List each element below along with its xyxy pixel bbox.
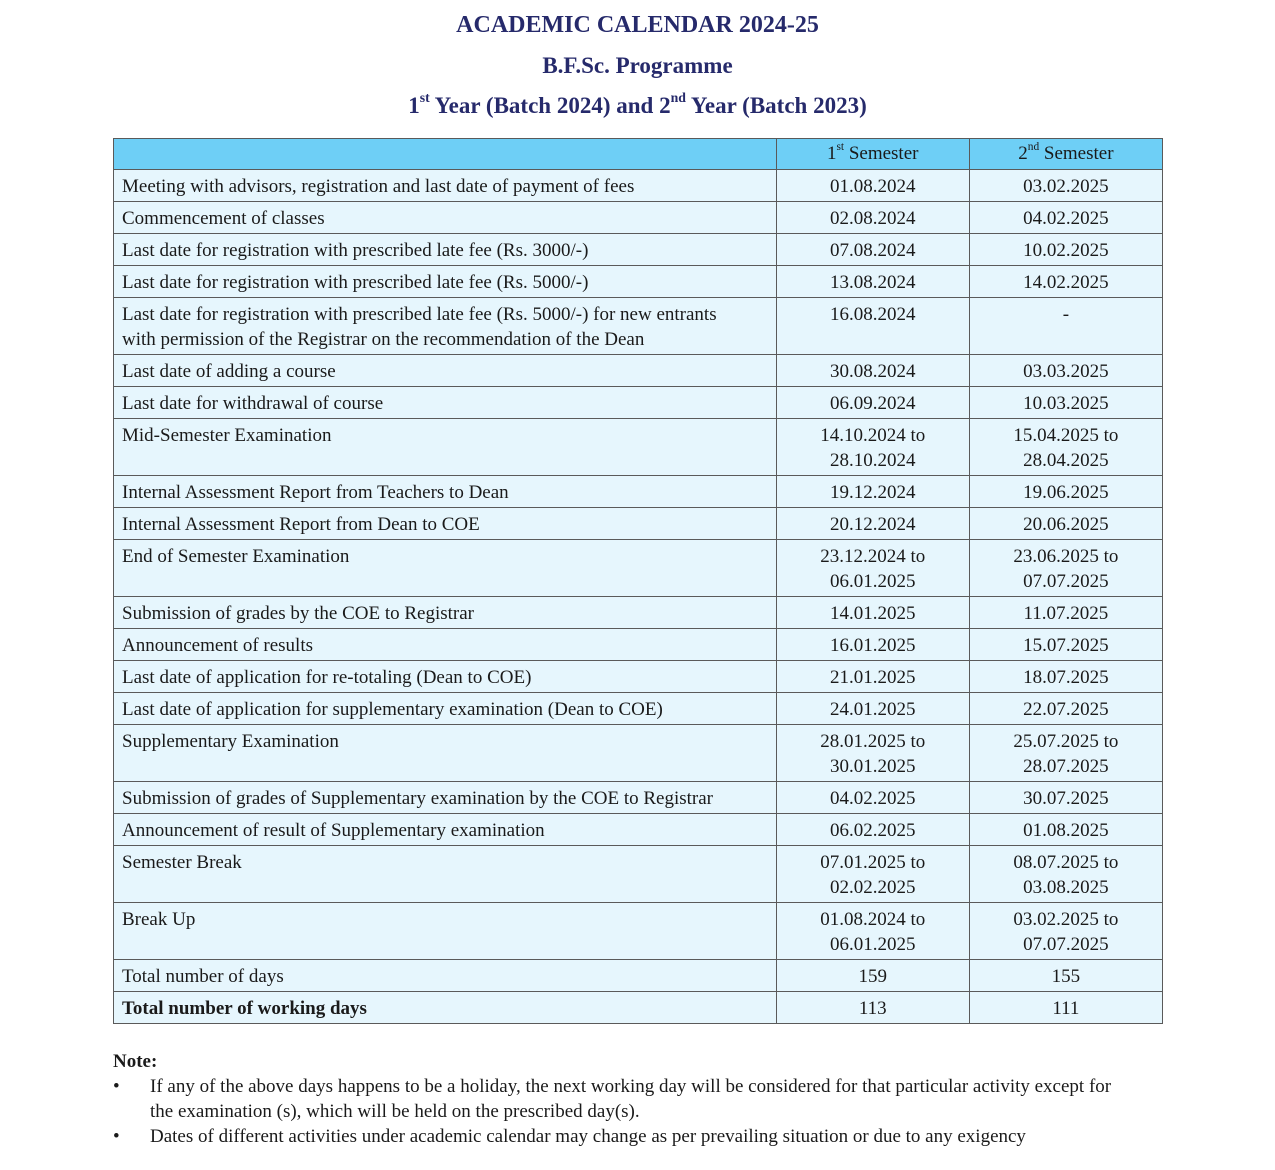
cell-line: 06.09.2024 (829, 393, 916, 414)
sem1-cell (776, 355, 969, 387)
cell-line: 02.08.2024 (829, 208, 916, 229)
sem1-cell (776, 419, 969, 476)
column-header (776, 139, 969, 170)
sem2-cell (969, 419, 1162, 476)
cell-line: 11.07.2025 (1023, 603, 1109, 624)
sem1-cell (776, 846, 969, 903)
sem2-cell (969, 725, 1162, 782)
cell-line: 24.01.2025 (829, 699, 916, 720)
cell-line: 19.06.2025 (1023, 482, 1109, 503)
activity-cell (114, 202, 777, 234)
sem1-cell (776, 508, 969, 540)
cell-line: Internal Assessment Report from Teachers to Dean (122, 482, 509, 503)
cell-line: 19.12.2024 (829, 482, 916, 503)
batch-line-part: Year (Batch 2023) (685, 93, 867, 118)
cell-line: 10.02.2025 (1023, 240, 1109, 261)
table-row (114, 661, 1163, 693)
column-header (114, 139, 777, 170)
bullet-icon: • (113, 1126, 120, 1147)
sem2-cell (969, 903, 1162, 960)
sem1-cell (776, 170, 969, 202)
cell-line: 22.07.2025 (1023, 699, 1109, 720)
cell-line: with permission of the Registrar on the recommendation of the Dean (122, 329, 645, 350)
cell-line: 14.02.2025 (1023, 272, 1109, 293)
cell-line: 28.10.2024 (829, 450, 916, 471)
batch-line-part: 1 (408, 93, 420, 118)
table-row (114, 508, 1163, 540)
cell-line: 06.01.2025 (829, 934, 916, 955)
sem2-cell (969, 597, 1162, 629)
column-header-rest: Semester (844, 143, 919, 164)
activity-cell (114, 266, 777, 298)
table-row (114, 960, 1163, 992)
note-item (113, 1124, 1163, 1149)
bullet-icon: • (113, 1076, 120, 1097)
batch-line-part: Year (Batch 2024) and 2 (429, 93, 671, 118)
cell-line: 06.01.2025 (829, 571, 916, 592)
sem2-cell (969, 540, 1162, 597)
cell-line: 01.08.2024 (829, 176, 916, 197)
cell-line: 10.03.2025 (1023, 393, 1109, 414)
table-row (114, 266, 1163, 298)
table-row (114, 234, 1163, 266)
cell-line: Submission of grades of Supplementary examination by the COE to Registrar (122, 788, 714, 809)
activity-cell (114, 298, 777, 355)
table-row (114, 846, 1163, 903)
cell-line: 113 (858, 998, 887, 1019)
page-title: ACADEMIC CALENDAR 2024-25 (456, 12, 819, 38)
note-section (113, 1049, 1163, 1149)
cell-line: 111 (1052, 998, 1080, 1019)
column-header-sup: nd (1027, 140, 1040, 153)
table-header (114, 139, 1163, 170)
sem1-cell (776, 725, 969, 782)
cell-line: 01.08.2024 to (820, 909, 926, 930)
sem1-cell (776, 629, 969, 661)
activity-cell (114, 725, 777, 782)
activity-cell (114, 903, 777, 960)
sem2-cell (969, 476, 1162, 508)
sem1-cell (776, 903, 969, 960)
sem2-cell (969, 846, 1162, 903)
cell-line: 15.07.2025 (1023, 635, 1109, 656)
cell-line: 03.03.2025 (1023, 361, 1109, 382)
sem2-cell (969, 814, 1162, 846)
sem1-cell (776, 540, 969, 597)
cell-line: 155 (1051, 966, 1081, 987)
note-title: Note: (113, 1051, 158, 1072)
cell-line: Meeting with advisors, registration and last date of payment of fees (122, 176, 635, 197)
activity-cell (114, 540, 777, 597)
cell-line: 07.08.2024 (829, 240, 916, 261)
table-row (114, 693, 1163, 725)
note-line: If any of the above days happens to be a holiday, the next working day will be considered for that particular activity except for (150, 1076, 1112, 1097)
cell-line: 06.02.2025 (829, 820, 916, 841)
cell-line: Last date for withdrawal of course (122, 393, 384, 414)
table-row (114, 629, 1163, 661)
cell-line: Last date for registration with prescribed late fee (Rs. 5000/-) for new entrants (122, 304, 717, 325)
note-list (113, 1074, 1163, 1149)
sem2-cell (969, 266, 1162, 298)
sem1-cell (776, 266, 969, 298)
activity-cell (114, 814, 777, 846)
cell-line: 03.02.2025 (1023, 176, 1109, 197)
table-row (114, 903, 1163, 960)
activity-cell (114, 782, 777, 814)
sem2-cell (969, 298, 1162, 355)
cell-line: 14.01.2025 (829, 603, 916, 624)
programme-title: B.F.Sc. Programme (542, 53, 733, 78)
table-row (114, 476, 1163, 508)
sem2-cell (969, 234, 1162, 266)
activity-cell (114, 597, 777, 629)
sem2-cell (969, 629, 1162, 661)
sem1-cell (776, 693, 969, 725)
cell-line: Announcement of result of Supplementary examination (122, 820, 545, 841)
cell-line: Commencement of classes (122, 208, 325, 229)
activity-cell (114, 661, 777, 693)
column-header-num: 1 (826, 143, 837, 164)
activity-cell (114, 387, 777, 419)
activity-cell (114, 846, 777, 903)
sem2-cell (969, 661, 1162, 693)
cell-line: Semester Break (122, 852, 242, 873)
batch-line-sup: st (419, 90, 430, 106)
table-row (114, 992, 1163, 1024)
table-row (114, 725, 1163, 782)
table-body (114, 170, 1163, 1024)
cell-line: Internal Assessment Report from Dean to COE (122, 514, 480, 535)
cell-line: End of Semester Examination (122, 546, 350, 567)
column-header (969, 139, 1162, 170)
activity-cell (114, 355, 777, 387)
column-header-num: 2 (1018, 143, 1028, 164)
cell-line: 08.07.2025 to (1013, 852, 1119, 873)
cell-line: 13.08.2024 (829, 272, 916, 293)
table-row (114, 355, 1163, 387)
cell-line: 16.08.2024 (829, 304, 916, 325)
cell-line: 23.06.2025 to (1013, 546, 1119, 567)
cell-line: Total number of days (122, 966, 284, 987)
note-line: the examination (s), which will be held on the prescribed day(s). (150, 1101, 640, 1122)
column-header-rest: Semester (1039, 143, 1114, 164)
sem1-cell (776, 960, 969, 992)
sem1-cell (776, 661, 969, 693)
cell-line: 07.07.2025 (1023, 934, 1109, 955)
table-row (114, 202, 1163, 234)
activity-cell (114, 960, 777, 992)
cell-line: 16.01.2025 (829, 635, 916, 656)
cell-line: 21.01.2025 (829, 667, 916, 688)
sem1-cell (776, 597, 969, 629)
table-row (114, 814, 1163, 846)
sem1-cell (776, 298, 969, 355)
cell-line: 04.02.2025 (1023, 208, 1109, 229)
table-row (114, 782, 1163, 814)
cell-line: 28.04.2025 (1023, 450, 1109, 471)
cell-line: 03.02.2025 to (1013, 909, 1119, 930)
activity-cell (114, 419, 777, 476)
table-row (114, 387, 1163, 419)
cell-line: 15.04.2025 to (1013, 425, 1119, 446)
batch-line (0, 90, 1275, 119)
table-row (114, 597, 1163, 629)
sem2-cell (969, 202, 1162, 234)
activity-cell (114, 234, 777, 266)
cell-line: 28.01.2025 to (820, 731, 926, 752)
sem2-cell (969, 992, 1162, 1024)
sem2-cell (969, 693, 1162, 725)
cell-line: 159 (858, 966, 887, 987)
cell-line: Mid-Semester Examination (122, 425, 332, 446)
activity-cell (114, 629, 777, 661)
cell-line: Last date for registration with prescribed late fee (Rs. 5000/-) (122, 272, 589, 293)
cell-line: Last date of application for supplementary examination (Dean to COE) (122, 699, 663, 720)
activity-cell (114, 476, 777, 508)
cell-line: 30.08.2024 (829, 361, 916, 382)
cell-line: 28.07.2025 (1023, 756, 1109, 777)
sem1-cell (776, 476, 969, 508)
cell-line: 23.12.2024 to (820, 546, 926, 567)
table-row (114, 419, 1163, 476)
cell-line: Last date of adding a course (122, 361, 336, 382)
sem2-cell (969, 387, 1162, 419)
cell-line: 30.01.2025 (829, 756, 916, 777)
cell-line: Last date of application for re-totaling (Dean to COE) (122, 667, 532, 688)
cell-line: Break Up (122, 909, 196, 930)
cell-line: 25.07.2025 to (1013, 731, 1119, 752)
column-header-sup: st (836, 140, 845, 153)
sem1-cell (776, 782, 969, 814)
sem2-cell (969, 960, 1162, 992)
note-item (113, 1074, 1163, 1124)
cell-line: 01.08.2025 (1023, 820, 1109, 841)
cell-line: 14.10.2024 to (820, 425, 926, 446)
sem1-cell (776, 387, 969, 419)
sem1-cell (776, 234, 969, 266)
cell-line: 02.02.2025 (829, 877, 916, 898)
cell-line: 07.07.2025 (1023, 571, 1109, 592)
table-row (114, 540, 1163, 597)
activity-cell (114, 693, 777, 725)
cell-line: 20.06.2025 (1023, 514, 1109, 535)
table-header-row (114, 139, 1163, 170)
activity-cell (114, 170, 777, 202)
cell-line: Total number of working days (122, 998, 367, 1019)
sem1-cell (776, 992, 969, 1024)
cell-line: Submission of grades by the COE to Registrar (122, 603, 474, 624)
table-row (114, 298, 1163, 355)
sem2-cell (969, 782, 1162, 814)
cell-line: Announcement of results (122, 635, 314, 656)
batch-line-sup: nd (670, 90, 686, 106)
sem1-cell (776, 202, 969, 234)
cell-line: 07.01.2025 to (820, 852, 926, 873)
activity-cell (114, 508, 777, 540)
cell-line: 04.02.2025 (829, 788, 916, 809)
cell-line: 03.08.2025 (1023, 877, 1109, 898)
cell-line: 20.12.2024 (829, 514, 916, 535)
cell-line: Last date for registration with prescribed late fee (Rs. 3000/-) (122, 240, 589, 261)
cell-line: 30.07.2025 (1023, 788, 1109, 809)
note-line: Dates of different activities under academic calendar may change as per prevailing situation or due to any exigency (150, 1126, 1026, 1147)
cell-line: 18.07.2025 (1023, 667, 1109, 688)
cell-line: Supplementary Examination (122, 731, 339, 752)
calendar-table (113, 138, 1163, 1024)
table-row (114, 170, 1163, 202)
sem1-cell (776, 814, 969, 846)
sem2-cell (969, 355, 1162, 387)
sem2-cell (969, 170, 1162, 202)
sem2-cell (969, 508, 1162, 540)
activity-cell (114, 992, 777, 1024)
cell-line: - (1062, 304, 1070, 325)
